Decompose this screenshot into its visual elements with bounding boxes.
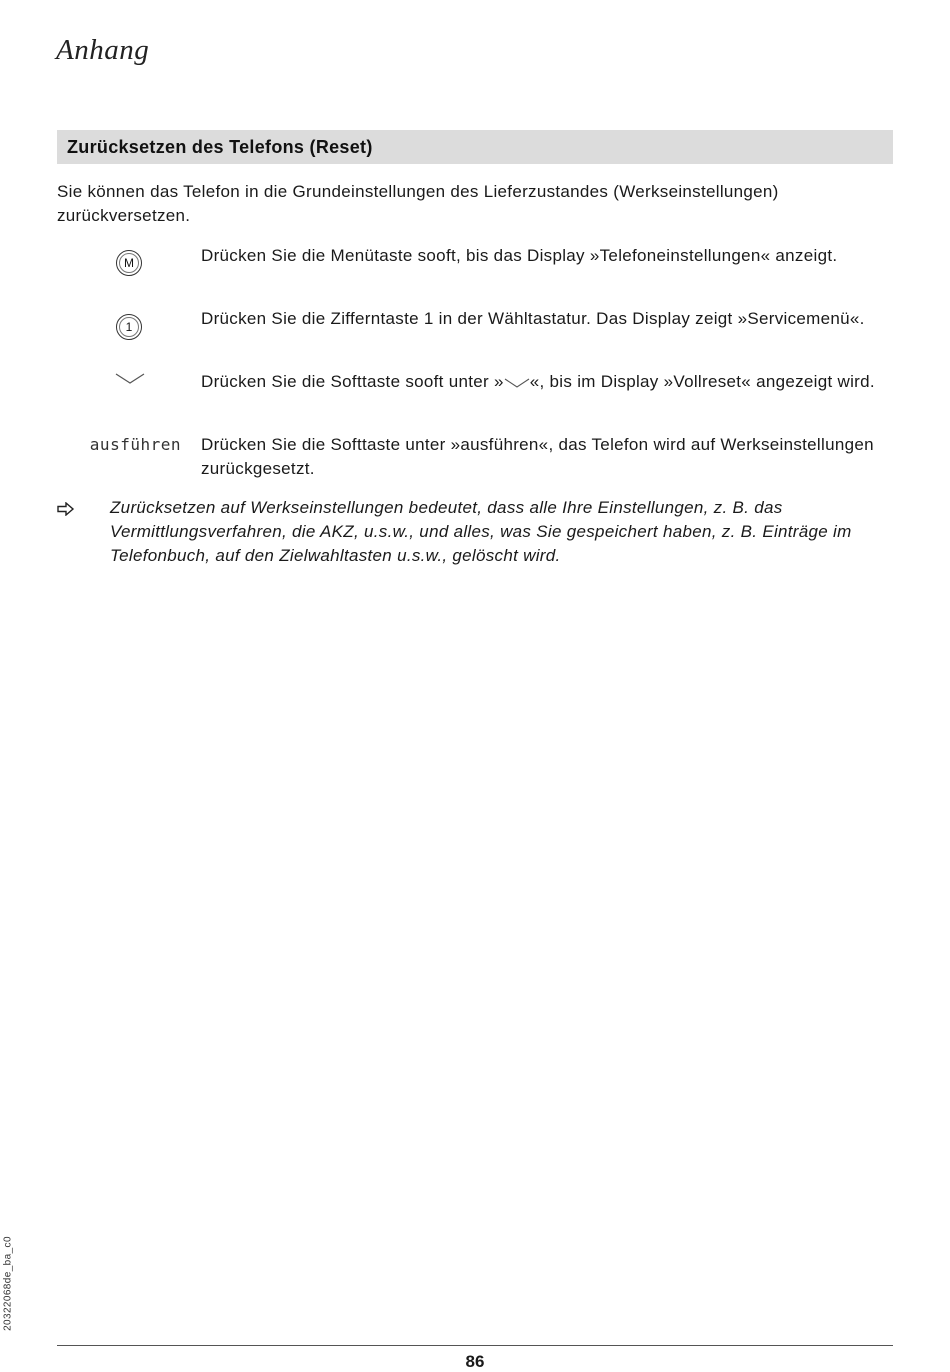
section-heading-bar xyxy=(57,130,893,164)
digit-key-icon xyxy=(116,314,142,340)
step-text: Drücken Sie die Softtaste unter »ausführen«, das Telefon wird auf Werkseinstellungen zurückgesetzt. xyxy=(201,435,874,478)
instruction-step-softkey xyxy=(57,370,893,422)
step-text-after: «, bis im Display »Vollreset« angezeigt wird. xyxy=(529,372,875,391)
chapter-title: Anhang xyxy=(56,34,150,66)
menu-key-label: M xyxy=(124,256,134,270)
page-number: 86 xyxy=(465,1352,485,1371)
arrow-right-icon xyxy=(57,502,75,516)
step-icon-column xyxy=(57,244,189,296)
instruction-step-digit xyxy=(57,307,893,359)
digit-key-label: 1 xyxy=(125,320,133,334)
display-softkey-label: ausführen xyxy=(89,435,181,454)
step-text: Drücken Sie die Menütaste sooft, bis das Display »Telefoneinstellungen« anzeigt. xyxy=(201,246,838,265)
instruction-step-execute xyxy=(57,433,893,485)
menu-key-icon xyxy=(116,250,142,276)
document-code: 20322068de_ba_c0 xyxy=(2,1236,14,1331)
step-icon-column xyxy=(57,370,189,422)
inline-softkey-down-icon xyxy=(504,377,530,389)
note-text: Zurücksetzen auf Werkseinstellungen bedeutet, dass alle Ihre Einstellungen, z. B. das Vermittlungsverfahren, die AKZ, u.s.w., und alles, was Sie gespeichert haben, z. B. Einträge im Telefonbuch, auf den Zielwahltasten u.s.w., gelöscht wird. xyxy=(110,498,852,565)
step-text: Drücken Sie die Zifferntaste 1 in der Wähltastatur. Das Display zeigt »Servicemenü«. xyxy=(201,309,865,328)
footer-divider xyxy=(57,1345,893,1346)
step-icon-column xyxy=(57,307,189,359)
step-text-before: Drücken Sie die Softtaste sooft unter » xyxy=(201,372,504,391)
step-icon-column xyxy=(57,433,189,485)
step-text xyxy=(201,370,881,394)
intro-paragraph: Sie können das Telefon in die Grundeinstellungen des Lieferzustandes (Werkseinstellungen) zurückversetzen. xyxy=(57,182,779,225)
softkey-down-icon xyxy=(115,372,145,386)
section-title: Zurücksetzen des Telefons (Reset) xyxy=(67,136,373,157)
instruction-step-menu xyxy=(57,244,893,296)
